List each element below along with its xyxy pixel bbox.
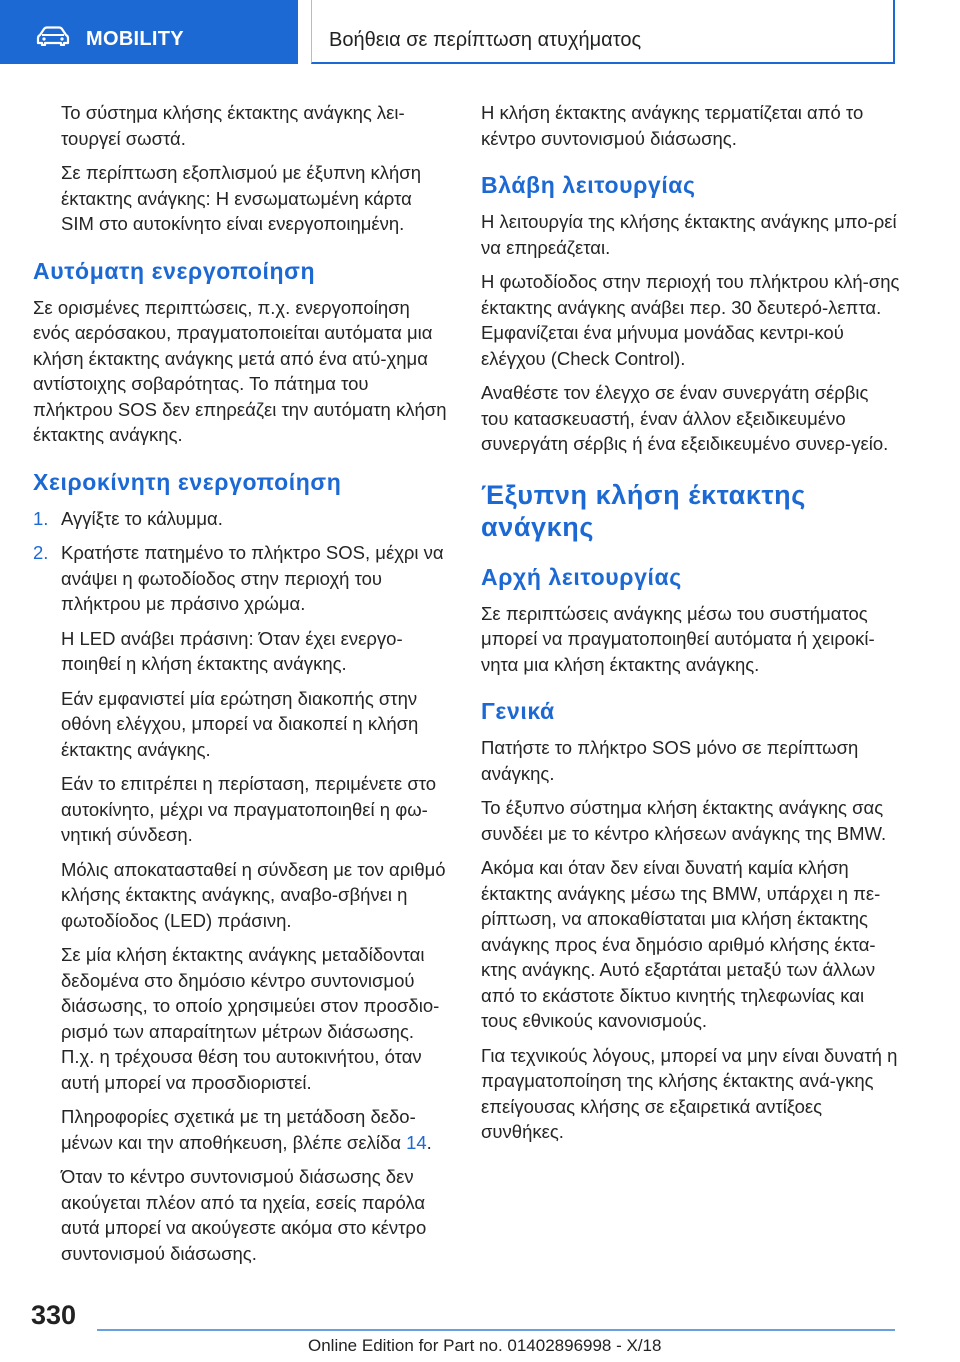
bullet-item — [33, 857, 448, 934]
footer-edition: Online Edition for Part no. 01402896998 - X/18 — [308, 1336, 662, 1355]
heading-intelligent-emergency-call: Έξυπνη κλήση έκτακτης ανάγκης — [481, 479, 806, 542]
heading-manual-activation: Χειροκίνητη ενεργοποίηση — [33, 468, 342, 495]
heading-principle: Αρχή λειτουργίας — [481, 563, 682, 590]
heading-malfunction: Βλάβη λειτουργίας — [481, 172, 696, 198]
chapter-header — [311, 0, 895, 64]
footer-divider — [97, 1329, 895, 1331]
paragraph: Ακόμα και όταν δεν είναι δυνατή καμία κλήση έκτακτης ανάγκης μέσω της BMW, υπάρχει η πε-ρίπτωση, να αποκαθίσταται μια κλήση έκτακτης ανάγκης προς ένα δημόσιο αριθμό κλήσης έκτα-κτης ανάγκης. Αυτό εξαρτάται μεταξύ των άλλων από το εκάστοτε δίκτυο κινητής τηλεφωνίας και τους εθνικούς κανονισμούς. — [481, 857, 881, 1031]
paragraph: Εάν εμφανιστεί μία ερώτηση διακοπής στην οθόνη ελέγχου, μπορεί να διακοπεί η κλήση έκτακτης ανάγκης. — [61, 687, 419, 760]
page-header — [0, 0, 960, 66]
paragraph: Σε μία κλήση έκτακτης ανάγκης μεταδίδονται δεδομένα στο δημόσιο κέντρο συντονισμού διάσωσης, το οποίο χρησιμεύει στον προσδιο-ρισμό των απαραίτητων μέτρων διάσωσης. Π.χ. η τρέχουσα θέση του αυτοκινήτου, όταν αυτή μπορεί να προσδιοριστεί. — [61, 944, 440, 1093]
bullet-item — [33, 626, 448, 677]
paragraph: Αναθέστε τον έλεγχο σε έναν συνεργάτη σέρβις του κατασκευαστή, έναν άλλον εξειδικευμένο συνεργάτη σέρβις ή ένα εξειδικευμένο συνερ-γείο. — [481, 382, 889, 454]
left-column — [33, 100, 448, 1275]
bullet-text: Σε περίπτωση εξοπλισμού με έξυπνη κλήση έκτακτης ανάγκης: Η ενσωματωμένη κάρτα SIM στο αυτοκίνητο είναι ενεργοποιημένη. — [61, 162, 422, 234]
paragraph: Εάν το επιτρέπει η περίσταση, περιμένετε στο αυτοκίνητο, μέχρι να πραγματοποιηθεί η φω-νητική σύνδεση. — [61, 773, 437, 845]
bullet-item — [33, 100, 448, 151]
step-text: Αγγίξτε το κάλυμμα. — [61, 507, 223, 529]
step-number: 1. — [33, 507, 49, 529]
step-item — [33, 506, 448, 532]
paragraph: Η λειτουργία της κλήσης έκτακτης ανάγκης μπο-ρεί να επηρεάζεται. — [481, 211, 897, 258]
step-item — [33, 540, 448, 617]
car-icon — [36, 26, 70, 46]
section-label: MOBILITY — [86, 28, 184, 50]
chapter-title: Βοήθεια σε περίπτωση ατυχήματος — [329, 29, 642, 51]
heading-automatic-activation: Αυτόματη ενεργοποίηση — [33, 257, 316, 284]
paragraph: Για τεχνικούς λόγους, μπορεί να μην είναι δυνατή η πραγματοποίηση της κλήσης έκτακτης ανά-γκης επείγουσας κλήσης σε εξαιρετικά αντίξοες συνθήκες. — [481, 1044, 898, 1142]
paragraph: Σε περιπτώσεις ανάγκης μέσω του συστήματος μπορεί να πραγματοποιηθεί αυτόματα ή χειροκί-νητα μια κλήση έκτακτης ανάγκης. — [481, 602, 875, 675]
section-tab[interactable] — [0, 0, 298, 64]
paragraph-with-link — [33, 1104, 448, 1155]
paragraph: Σε ορισμένες περιπτώσεις, π.χ. ενεργοποίηση ενός αερόσακου, πραγματοποιείται αυτόματα μια κλήση έκτακτης ανάγκης μετά από ένα ατύ-χημα αντίστοιχης σοβαρότητας. Το πάτημα του πλήκτρου SOS δεν επηρεάζει την αυτόματη κλήση έκτακτης ανάγκης. — [33, 296, 447, 445]
paragraph: Όταν το κέντρο συντονισμού διάσωσης δεν ακούγεται πλέον από τα ηχεία, εσείς παρόλα αυτά μπορεί να ακούγεστε ακόμα στο κέντρο συντονισμού διάσωσης. — [61, 1166, 427, 1264]
page-reference-link[interactable]: 14 — [406, 1131, 427, 1153]
bullet-item — [33, 160, 448, 237]
bullet-text: Το σύστημα κλήσης έκτακτης ανάγκης λει-τουργεί σωστά. — [61, 102, 405, 149]
paragraph: Η φωτοδίοδος στην περιοχή του πλήκτρου κλή-σης έκτακτης ανάγκης ανάβει περ. 30 δευτερό-λεπτα. Εμφανίζεται ένα μήνυμα μονάδας κεντρι-κού ελέγχου (Check Control). — [481, 271, 900, 369]
step-number: 2. — [33, 542, 49, 563]
step-text: Κρατήστε πατημένο το πλήκτρο SOS, μέχρι να ανάψει η φωτοδίοδος στην περιοχή του πλήκτρου με πράσινο χρώμα. — [61, 542, 444, 614]
paragraph: Το έξυπνο σύστημα κλήση έκτακτης ανάγκης σας συνδέει με το κέντρο κλήσεων ανάγκης της BMW. — [481, 797, 887, 844]
paragraph: Πατήστε το πλήκτρο SOS μόνο σε περίπτωση ανάγκης. — [481, 737, 859, 784]
heading-general: Γενικά — [481, 698, 555, 724]
page-number: 330 — [31, 1300, 77, 1330]
bullet-text: Η LED ανάβει πράσινη: Όταν έχει ενεργο-ποιηθεί η κλήση έκτακτης ανάγκης. — [61, 627, 403, 674]
bullet-text: Μόλις αποκατασταθεί η σύνδεση με τον αριθμό κλήσης έκτακτης ανάγκης, αναβο-σβήνει η φωτοδίοδος (LED) πράσινη. — [61, 858, 446, 931]
right-column — [481, 100, 901, 1154]
paragraph-end: . — [426, 1131, 432, 1153]
paragraph: Η κλήση έκτακτης ανάγκης τερματίζεται από το κέντρο συντονισμού διάσωσης. — [481, 102, 864, 149]
paragraph-text: Πληροφορίες σχετικά με τη μετάδοση δεδο-μένων και την αποθήκευση, βλέπε σελίδα — [61, 1106, 416, 1153]
